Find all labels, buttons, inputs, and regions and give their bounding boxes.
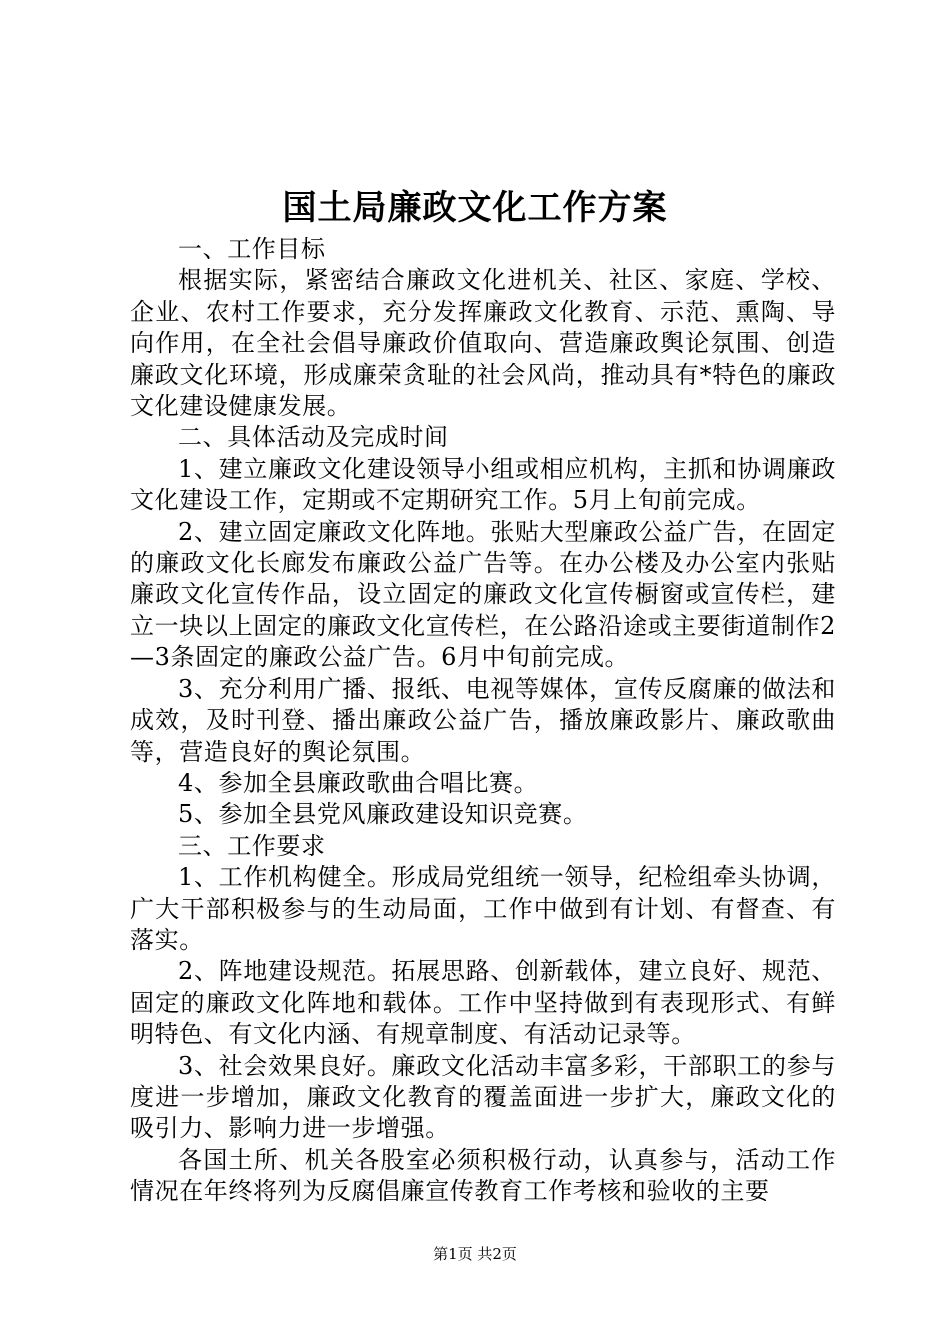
requirement-item-1: 1、工作机构健全。形成局党组统一领导，纪检组牵头协调，广大干部积极参与的生动局面，工作中做到有计划、有督查、有落实。 [130, 863, 836, 954]
section-heading-activities: 二、具体活动及完成时间 [178, 423, 449, 452]
requirement-item-3: 3、社会效果良好。廉政文化活动丰富多彩，干部职工的参与度进一步增加，廉政文化教育的覆盖面进一步扩大，廉政文化的吸引力、影响力进一步增强。 [130, 1051, 836, 1143]
section-heading-goals: 一、工作目标 [178, 235, 326, 263]
activity-item-3: 3、充分利用广播、报纸、电视等媒体，宣传反腐廉的做法和成效，及时刊登、播出廉政公益广告，播放廉政影片、廉政歌曲等，营造良好的舆论氛围。 [130, 674, 836, 766]
document-title: 国土局廉政文化工作方案 [282, 188, 668, 228]
section-heading-requirements: 三、工作要求 [178, 831, 326, 860]
document-body [130, 234, 836, 1208]
page-footer: 第1页 共2页 [433, 1245, 517, 1263]
activity-item-1: 1、建立廉政文化建设领导小组或相应机构，主抓和协调廉政文化建设工作，定期或不定期研究工作。5月上旬前完成。 [130, 454, 836, 515]
paragraph-goals: 根据实际，紧密结合廉政文化进机关、社区、家庭、学校、企业、农村工作要求，充分发挥廉政文化教育、示范、熏陶、导向作用，在全社会倡导廉政价值取向、营造廉政舆论氛围、创造廉政文化环境，形成廉荣贪耻的社会风尚，推动具有*特色的廉政文化建设健康发展。 [130, 266, 836, 421]
activity-item-4: 4、参加全县廉政歌曲合唱比赛。 [178, 768, 539, 797]
activity-item-5: 5、参加全县党风廉政建设知识竞赛。 [178, 800, 588, 829]
requirement-item-2: 2、阵地建设规范。拓展思路、创新载体，建立良好、规范、固定的廉政文化阵地和载体。工作中坚持做到有表现形式、有鲜明特色、有文化内涵、有规章制度、有活动记录等。 [130, 957, 836, 1049]
closing-paragraph: 各国土所、机关各股室必须积极行动，认真参与，活动工作情况在年终将列为反腐倡廉宣传教育工作考核和验收的主要 [130, 1145, 836, 1206]
activity-item-2: 2、建立固定廉政文化阵地。张贴大型廉政公益广告，在固定的廉政文化长廊发布廉政公益广告等。在办公楼及办公室内张贴廉政文化宣传作品，设立固定的廉政文化宣传橱窗或宣传栏，建立一块以上固定的廉政文化宣传栏，在公路沿途或主要街道制作2—3条固定的廉政公益广告。6月中旬前完成。 [130, 517, 836, 672]
